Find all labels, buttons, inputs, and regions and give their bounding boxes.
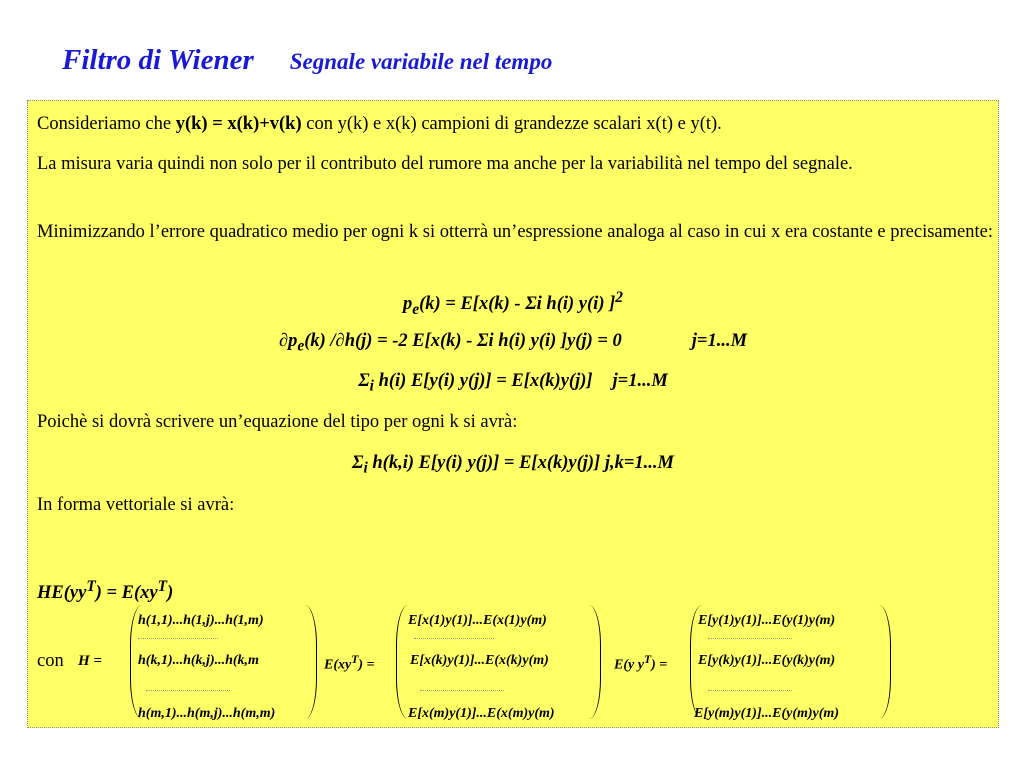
Eyy-row-3: E[y(m)y(1)]...E(y(m)y(m) [694, 706, 839, 721]
eq1-sub: e [412, 300, 420, 318]
eq5-sup1: T [86, 578, 96, 595]
eq5-sup2: T [157, 578, 168, 595]
Eyy-label-a: E(y y [614, 657, 644, 673]
H-row-2: h(k,1)...h(k,j)...h(k,m [138, 653, 259, 668]
sigma-symbol: Σ [525, 294, 537, 315]
p1-formula: y(k) = x(k)+v(k) [175, 114, 302, 134]
eq4-sub: i [363, 459, 368, 477]
eq3-range: j=1...M [612, 371, 668, 391]
Eyy-right-bracket [878, 605, 891, 719]
Exy-label-b: ) = [358, 657, 375, 673]
content-box [27, 100, 999, 728]
H-dots-1 [138, 638, 218, 639]
slide-title [62, 44, 552, 77]
paragraph-3: Minimizzando l’errore quadratico medio per ogni k si otterrà un’espressione analoga al caso in cui x era costante e precisamente: [37, 222, 993, 242]
H-right-bracket [304, 605, 317, 719]
eq5-b: ) = E(xy [95, 583, 158, 604]
eq3-a: h(i) E[y(i) y(j)] = E[x(k)y(j)] [373, 371, 593, 391]
eq2-b: (k) / [304, 331, 336, 351]
H-row-3: h(m,1)...h(m,j)...h(m,m) [138, 706, 276, 721]
equation-2 [28, 331, 998, 356]
sigma-symbol: Σ [477, 331, 489, 351]
title-main: Filtro di Wiener [62, 44, 254, 76]
con-label: con [37, 651, 64, 671]
Eyy-dots-1 [708, 638, 792, 639]
eq5-c: ) [167, 583, 174, 604]
eq4-a: h(k,i) E[y(i) y(j)] = E[x(k)y(j)] j,k=1...M [367, 453, 674, 473]
Exy-label [324, 653, 374, 674]
paragraph-2: La misura varia quindi non solo per il contributo del rumore ma anche per la variabilità nel tempo del segnale. [37, 154, 853, 174]
H-label: H = [78, 653, 102, 669]
Exy-row-1: E[x(1)y(1)]...E(x(1)y(m) [408, 613, 547, 628]
paragraph-4: Poichè si dovrà scrivere un’equazione del tipo per ogni k si avrà: [37, 412, 518, 432]
paragraph-5: In forma vettoriale si avrà: [37, 495, 235, 515]
Eyy-row-2: E[y(k)y(1)]...E(y(k)y(m) [698, 653, 836, 668]
Exy-row-3: E[x(m)y(1)]...E(x(m)y(m) [408, 706, 555, 721]
eq2-d: i h(i) y(i) ]y(j) = 0 [488, 331, 622, 351]
equation-5 [37, 574, 173, 606]
eq1-sup: 2 [615, 289, 623, 306]
Eyy-label [614, 653, 667, 674]
partial-symbol: ∂ [278, 331, 289, 351]
eq2-c: h(j) = -2 E[x(k) - [344, 331, 477, 351]
Exy-right-bracket [588, 605, 601, 719]
eq2-range: j=1...M [691, 331, 748, 351]
paragraph-1 [37, 111, 722, 137]
p1-text-a: Consideriamo che [37, 114, 176, 134]
H-dots-2 [146, 690, 230, 691]
equation-1 [28, 289, 998, 319]
eq1-b: (k) = E[x(k) - [419, 294, 526, 315]
H-row-1: h(1,1)...h(1,j)...h(1,m) [138, 613, 264, 628]
eq3-sub: i [369, 377, 374, 395]
eq1-c: i h(i) y(i) ] [536, 294, 616, 315]
Exy-label-sup: T [351, 653, 359, 666]
eq2-p: p [288, 331, 298, 351]
Exy-row-2: E[x(k)y(1)]...E(x(k)y(m) [410, 653, 549, 668]
partial-symbol-2: ∂ [335, 331, 345, 351]
Exy-dots-2 [420, 690, 504, 691]
equation-4 [28, 453, 998, 478]
Eyy-dots-2 [708, 690, 792, 691]
eq2-sub: e [297, 337, 305, 355]
eq1-p: p [403, 294, 413, 315]
Exy-dots-1 [414, 638, 494, 639]
equation-3 [28, 371, 998, 396]
Eyy-label-b: ) = [651, 657, 668, 673]
eq5-a: HE(yy [37, 583, 87, 604]
Eyy-row-1: E[y(1)y(1)]...E(y(1)y(m) [698, 613, 836, 628]
p1-text-c: con y(k) e x(k) campioni di grandezze scalari x(t) e y(t). [301, 114, 722, 134]
Exy-label-a: E(xy [324, 657, 352, 673]
Eyy-label-sup: T [643, 653, 652, 666]
sigma-symbol: Σ [358, 371, 370, 391]
title-sub: Segnale variabile nel tempo [289, 49, 553, 74]
sigma-symbol: Σ [352, 453, 364, 473]
